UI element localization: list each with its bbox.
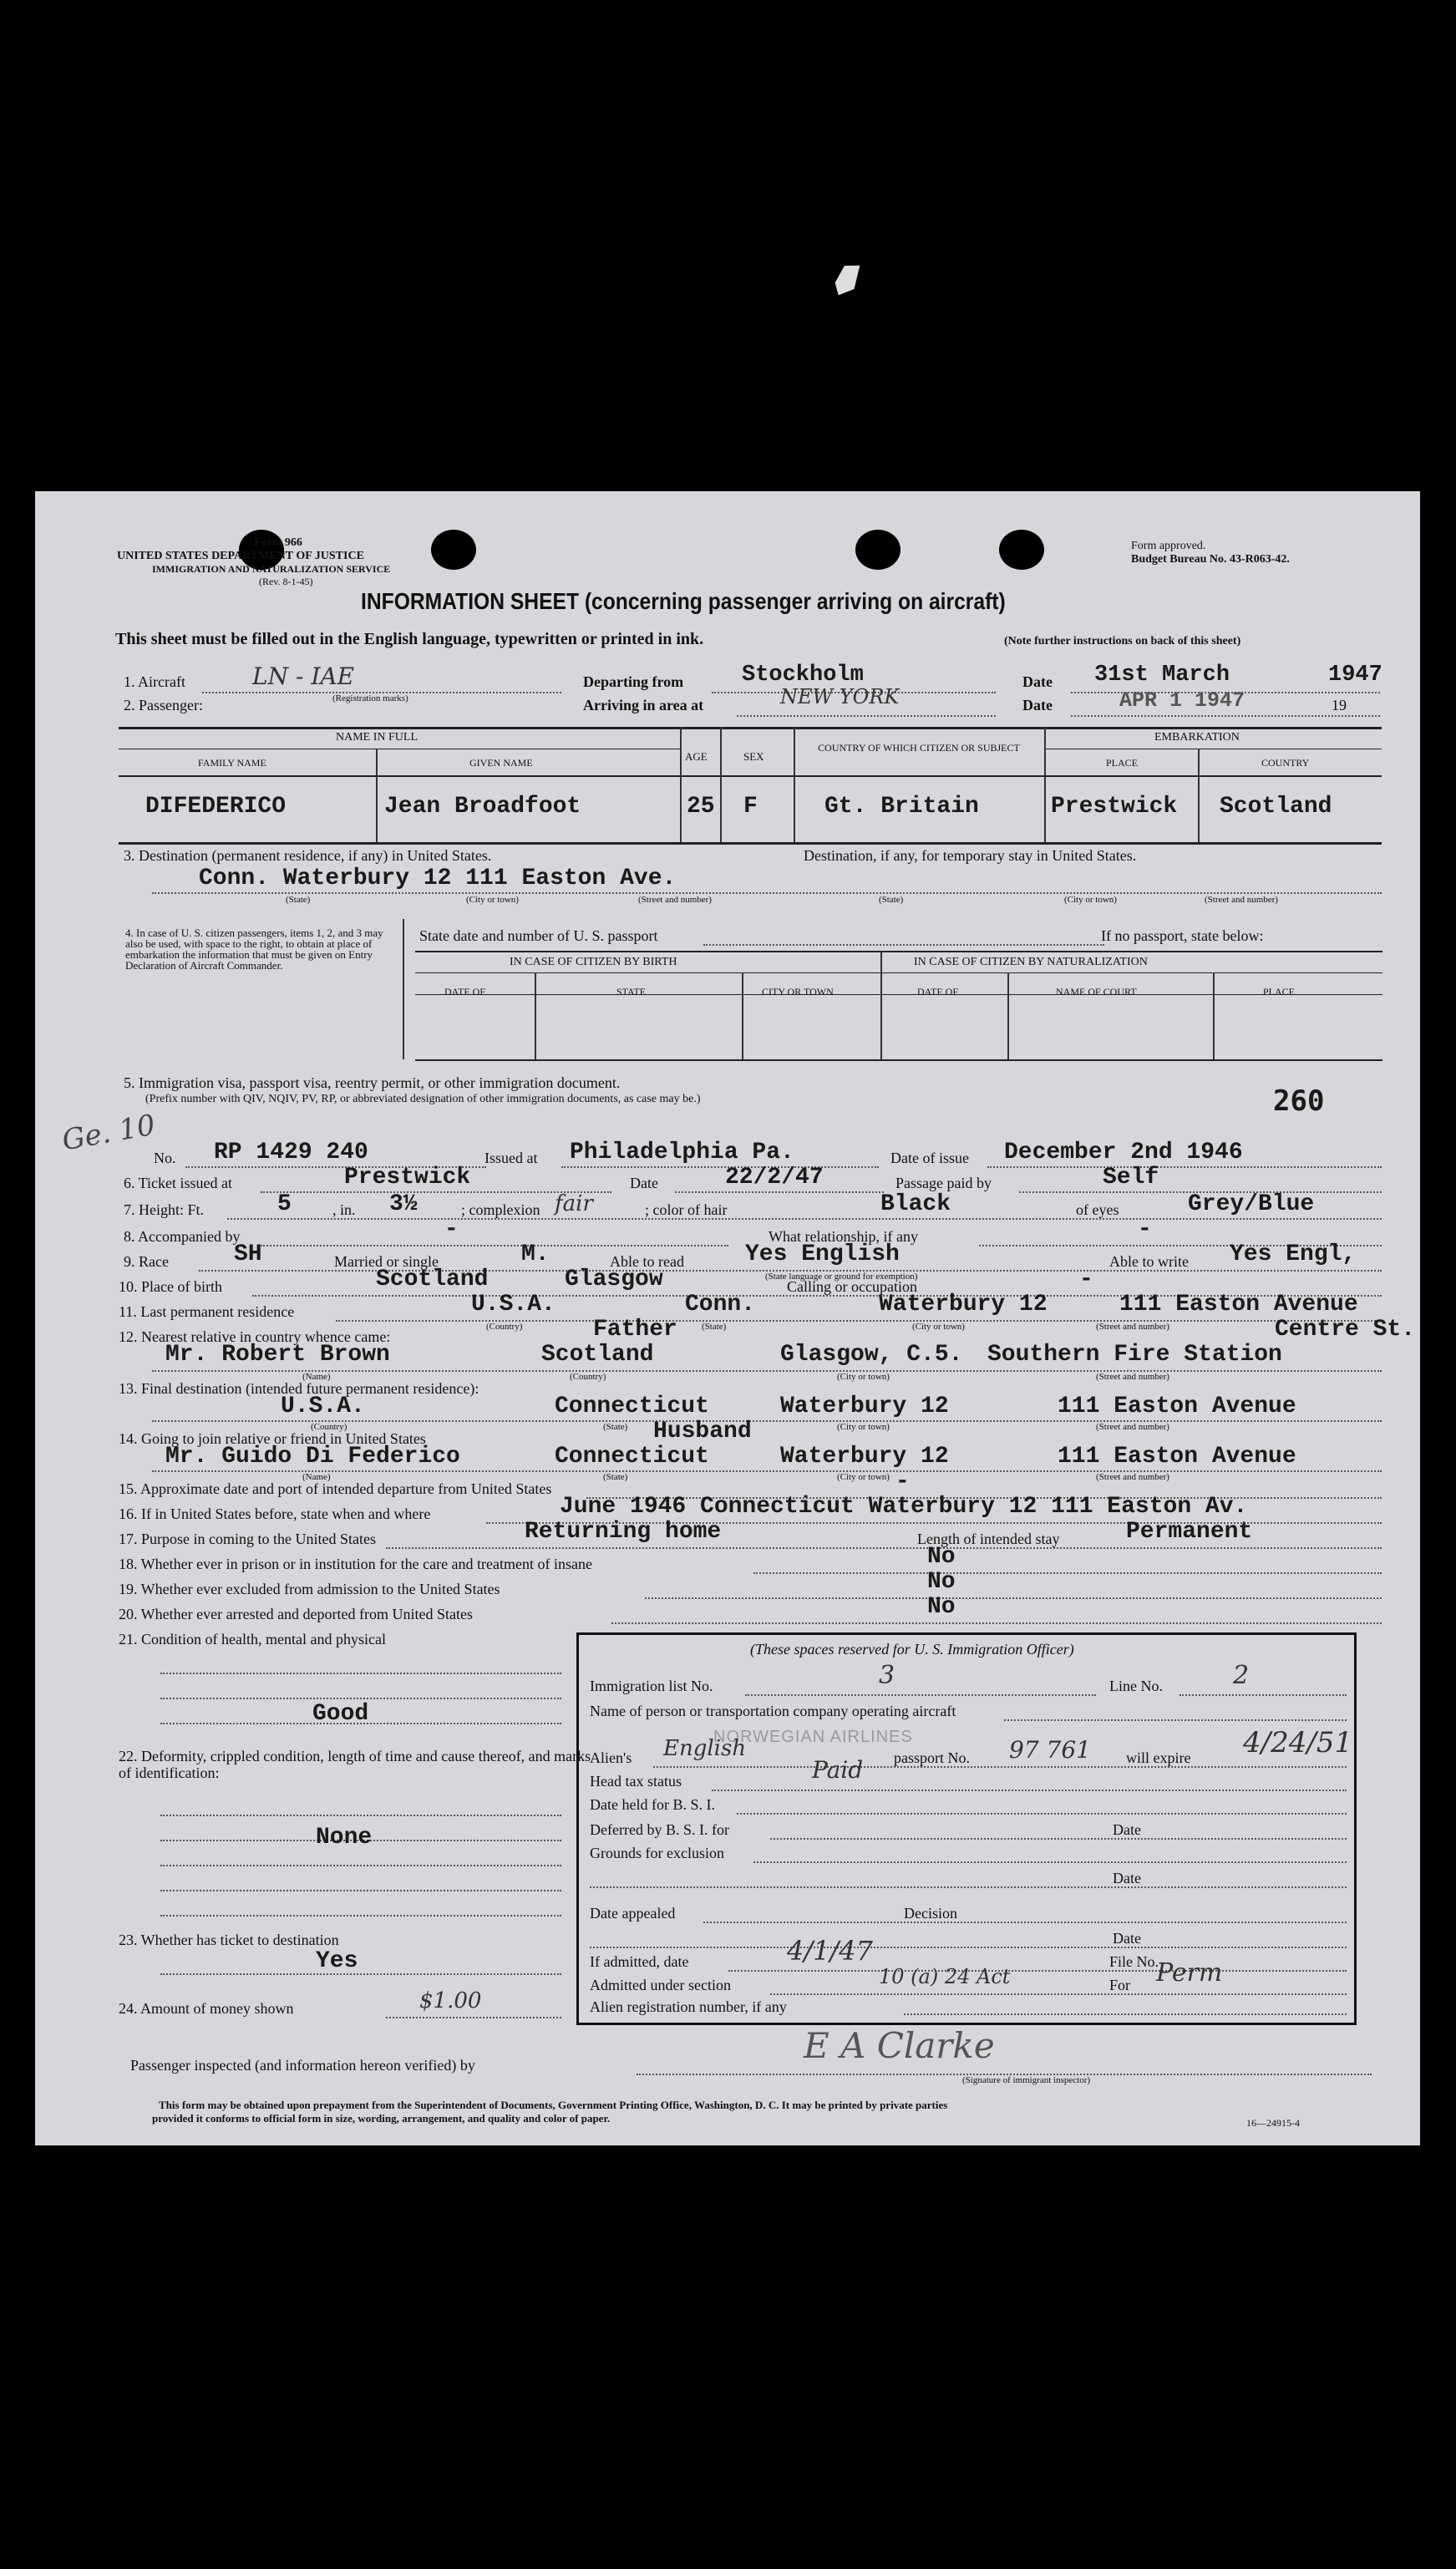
relative-relation: Father	[593, 1317, 677, 1343]
col-place: PLACE	[1263, 986, 1296, 998]
bsi-label: Date held for B. S. I.	[590, 1796, 715, 1813]
back-note: (Note further instructions on back of this sheet)	[1004, 635, 1241, 647]
accompanied-label: 8. Accompanied by	[124, 1228, 241, 1245]
passage-value: Self	[1103, 1165, 1159, 1191]
section-label: Admitted under section	[590, 1977, 731, 1993]
join-line	[152, 1470, 1382, 1472]
grounds-line	[590, 1886, 1347, 1888]
print-note-2: provided it conforms to official form in size, wording, arrangement, and quality and color of paper.	[152, 2112, 611, 2125]
table-bottom-rule	[119, 842, 1382, 845]
visa-label: 5. Immigration visa, passport visa, reentry permit, or other immigration document.	[124, 1074, 621, 1091]
table-divider	[720, 727, 722, 842]
age-header: AGE	[685, 750, 708, 763]
company-line	[1004, 1719, 1347, 1721]
punch-hole	[999, 530, 1044, 570]
relative-country: Scotland	[541, 1342, 654, 1368]
registration-caption: (Registration marks)	[332, 693, 408, 703]
decision-date-label: Date	[1113, 1930, 1141, 1947]
deferred-line	[770, 1838, 1347, 1840]
line-no-line	[1180, 1694, 1347, 1696]
departure-value: -	[895, 1469, 910, 1495]
complexion-label: ; complexion	[461, 1201, 540, 1218]
name-in-full-header: NAME IN FULL	[336, 731, 418, 744]
instructions: This sheet must be filled out in the English language, typewritten or printed in ink.	[115, 630, 704, 648]
arriving-label: Arriving in area at	[583, 697, 704, 713]
page-title: INFORMATION SHEET (concerning passenger arriving on aircraft)	[361, 588, 1006, 614]
visa-number: RP 1429 240	[214, 1140, 368, 1165]
money-value: $1.00	[419, 1988, 482, 2013]
admitted-value: 4/1/47	[787, 1935, 873, 1967]
col-state: STATE	[616, 986, 647, 998]
line-no-value: 2	[1233, 1661, 1250, 1690]
table-divider	[376, 749, 378, 842]
aircraft-label: 1. Aircraft	[124, 673, 185, 690]
birth-label: 10. Place of birth	[119, 1278, 222, 1295]
inspector-signature: E A Clarke	[804, 2025, 995, 2066]
sex-value: F	[743, 794, 758, 820]
before-value: June 1946 Connecticut Waterbury 12 111 Easton Av.	[560, 1494, 1248, 1520]
stay-value: Permanent	[1126, 1519, 1253, 1545]
alien-line	[653, 1766, 1347, 1768]
calling-value: -	[1079, 1267, 1093, 1292]
cap-street-12: (Street and number)	[1096, 1372, 1169, 1382]
citizen-col	[1007, 972, 1009, 1059]
relative-line	[152, 1370, 1382, 1372]
last-res-state: Conn.	[685, 1292, 756, 1318]
deferred-date-label: Date	[1113, 1821, 1141, 1838]
citizen-rule	[415, 972, 1382, 973]
stay-label: Length of intended stay	[917, 1531, 1060, 1547]
for-label: For	[1109, 1977, 1131, 1993]
health-label: 21. Condition of health, mental and physical	[119, 1631, 386, 1648]
height-ft: 5	[277, 1191, 292, 1217]
cap-name-14: (Name)	[302, 1472, 331, 1482]
final-state: Connecticut	[555, 1394, 709, 1419]
cap-country-13: (Country)	[311, 1422, 348, 1432]
read-value: Yes English	[745, 1241, 900, 1267]
alien-passport-label: passport No.	[894, 1749, 970, 1766]
col-date-of-nat: DATE OF	[917, 986, 959, 998]
no-passport-label: If no passport, state below:	[1101, 927, 1264, 944]
health-line	[160, 1723, 561, 1724]
issued-at-value: Philadelphia Pa.	[570, 1140, 794, 1165]
citizenship-value: Gt. Britain	[824, 794, 979, 820]
birth-city: Glasgow	[565, 1267, 663, 1292]
date-of-issue-label: Date of issue	[890, 1150, 969, 1166]
alien-reg-line	[904, 2013, 1347, 2015]
race-value: SH	[234, 1241, 262, 1267]
list-line	[745, 1694, 1096, 1696]
date-line-2	[1071, 715, 1380, 717]
calling-label: Calling or occupation	[787, 1278, 917, 1295]
citizen-divider	[403, 919, 404, 1059]
list-value: 3	[879, 1661, 895, 1690]
department: UNITED STATES DEPARTMENT OF JUSTICE	[117, 550, 364, 562]
join-city: Waterbury 12	[780, 1444, 949, 1470]
birth-country: Scotland	[376, 1267, 489, 1292]
departure-date: 31st March	[1094, 663, 1230, 688]
list-label: Immigration list No.	[590, 1678, 713, 1694]
cap-country-12: (Country)	[570, 1372, 606, 1382]
departing-value: Stockholm	[742, 663, 864, 688]
read-caption: (State language or ground for exemption)	[765, 1272, 918, 1282]
arriving-line	[737, 715, 996, 717]
country-header: COUNTRY	[1261, 757, 1310, 769]
passenger-label: 2. Passenger:	[124, 697, 203, 713]
join-street: 111 Easton Avenue	[1058, 1444, 1296, 1470]
arrival-year: 19	[1332, 697, 1347, 713]
ticket-dest-label: 23. Whether has ticket to destination	[119, 1932, 339, 1948]
accompanied-line	[261, 1245, 728, 1246]
signature-caption: (Signature of immigrant inspector)	[962, 2075, 1091, 2085]
citizen-rule	[415, 951, 1382, 952]
issued-at-label: Issued at	[484, 1150, 538, 1166]
last-residence-label: 11. Last permanent residence	[119, 1303, 295, 1320]
height-in-label: , in.	[332, 1201, 356, 1218]
decision-label: Decision	[904, 1905, 957, 1922]
section-line	[770, 1993, 1347, 1995]
join-state: Connecticut	[555, 1444, 709, 1470]
excluded-value: No	[927, 1569, 956, 1595]
punch-hole	[431, 530, 476, 570]
deported-label: 20. Whether ever arrested and deported from United States	[119, 1606, 474, 1622]
table-divider	[794, 727, 795, 842]
budget-bureau: Budget Bureau No. 43-R063-42.	[1131, 553, 1290, 566]
for-value: Perm	[1156, 1958, 1223, 1988]
grounds-date-label: Date	[1113, 1870, 1141, 1886]
health-line	[160, 1673, 561, 1674]
cap-city-12: (City or town)	[837, 1372, 890, 1382]
deferred-label: Deferred by B. S. I. for	[590, 1821, 729, 1838]
cap-street: (Street and number)	[1096, 1322, 1169, 1332]
expire-label: will expire	[1126, 1749, 1191, 1766]
cap-state: (State)	[702, 1322, 727, 1332]
alien-passport-value: 97 761	[1009, 1736, 1091, 1764]
col-city: CITY OR TOWN	[762, 986, 834, 998]
citizen-rule	[415, 994, 1382, 995]
temp-destination-label: Destination, if any, for temporary stay in United States.	[804, 847, 1137, 864]
age-value: 25	[687, 794, 715, 820]
prison-line	[753, 1572, 1382, 1574]
given-name: Jean Broadfoot	[384, 794, 581, 820]
col-date-of: DATE OF	[444, 986, 486, 998]
deformity-line	[160, 1915, 561, 1917]
relationship-label: What relationship, if any	[769, 1228, 918, 1245]
date-label-1: Date	[1022, 673, 1053, 690]
admitted-line	[728, 1970, 1347, 1972]
date-of-issue-line	[987, 1166, 1382, 1168]
purpose-label: 17. Purpose in coming to the United States	[119, 1531, 376, 1547]
headtax-line	[712, 1790, 1347, 1791]
cap-street-13: (Street and number)	[1096, 1422, 1169, 1432]
prison-label: 18. Whether ever in prison or in institution for the care and treatment of insane	[119, 1556, 592, 1572]
officer-heading: (These spaces reserved for U. S. Immigration Officer)	[750, 1641, 1074, 1658]
by-birth-header: IN CASE OF CITIZEN BY BIRTH	[510, 956, 677, 968]
relative-city: Glasgow, C.5.	[780, 1342, 963, 1368]
deported-line	[611, 1622, 1382, 1624]
height-label: 7. Height: Ft.	[124, 1201, 205, 1218]
hair-value: Black	[880, 1191, 951, 1217]
bsi-line	[737, 1813, 1347, 1815]
arriving-value: NEW YORK	[780, 685, 900, 708]
last-res-country: U.S.A.	[471, 1292, 556, 1318]
paper-fragment	[827, 259, 869, 297]
ticket-value: Prestwick	[344, 1165, 471, 1191]
relative-street2: Centre St.	[1275, 1317, 1416, 1343]
family-name: DIFEDERICO	[145, 794, 287, 820]
ticket-dest-line	[160, 1973, 561, 1975]
married-value: M.	[521, 1241, 550, 1267]
height-in: 3½	[389, 1191, 418, 1217]
relative-street: Southern Fire Station	[987, 1342, 1282, 1368]
final-dest-label: 13. Final destination (intended future permanent residence):	[119, 1380, 479, 1397]
destination-line	[152, 892, 1382, 894]
table-divider	[1044, 727, 1046, 842]
departure-label: 15. Approximate date and port of intended departure from United States	[119, 1480, 552, 1497]
service: IMMIGRATION AND NATURALIZATION SERVICE	[152, 563, 391, 575]
information-sheet	[35, 491, 1420, 2145]
cap-street-14: (Street and number)	[1096, 1472, 1169, 1482]
departure-year: 1947	[1328, 663, 1382, 688]
date-of-issue-value: December 2nd 1946	[1004, 1140, 1243, 1165]
company-label: Name of person or transportation company operating aircraft	[590, 1703, 956, 1719]
visa-no-label: No.	[154, 1150, 176, 1166]
date-label-2: Date	[1022, 697, 1053, 713]
citizen-col	[880, 951, 882, 1059]
citizen-rule	[415, 1059, 1382, 1061]
cap-state-13: (State)	[603, 1422, 628, 1432]
ticket-dest-value: Yes	[316, 1948, 358, 1974]
expire-value: 4/24/51	[1243, 1726, 1353, 1759]
embarkation-header: EMBARKATION	[1154, 731, 1240, 744]
cap-city: (City or town)	[912, 1322, 965, 1332]
cap-city-13: (City or town)	[837, 1422, 890, 1432]
appealed-label: Date appealed	[590, 1905, 676, 1922]
line-no-label: Line No.	[1109, 1678, 1163, 1694]
section-value: 10 (a) 24 Act	[879, 1965, 1011, 1988]
place-header: PLACE	[1106, 757, 1139, 769]
relative-label: 12. Nearest relative in country whence came:	[119, 1328, 391, 1345]
race-label: 9. Race	[124, 1253, 169, 1270]
deformity-value: None	[316, 1825, 373, 1851]
citizen-col	[535, 972, 536, 1059]
sex-header: SEX	[743, 750, 764, 763]
print-note-1: This form may be obtained upon prepayment from the Superintendent of Documents, Government Printing Office, Washington, D. C. It may be printed by private parties	[159, 2099, 948, 2111]
alien-label: Alien's	[590, 1749, 632, 1766]
alien-reg-label: Alien registration number, if any	[590, 1998, 787, 2015]
table-top-rule	[119, 727, 1382, 729]
deformity-label: 22. Deformity, crippled condition, length of time and cause thereof, and marks of identification:	[119, 1748, 591, 1781]
eyes-label: of eyes	[1076, 1201, 1119, 1218]
cap-country: (Country)	[486, 1322, 523, 1332]
table-head-bottom	[119, 775, 1382, 777]
country-citizen-header: COUNTRY OF WHICH CITIZEN OR SUBJECT	[818, 742, 1020, 754]
embark-place: Prestwick	[1051, 794, 1178, 820]
last-res-street: 111 Easton Avenue	[1119, 1292, 1358, 1318]
deformity-line	[160, 1865, 561, 1866]
money-line	[386, 2017, 561, 2018]
caption-state-temp: (State)	[879, 895, 904, 905]
health-value: Good	[312, 1701, 369, 1727]
write-value: Yes Engl,	[1230, 1241, 1357, 1267]
eyes-value: Grey/Blue	[1188, 1191, 1315, 1217]
approval: Form approved.	[1131, 540, 1206, 552]
destination-value: Conn. Waterbury 12 111 Easton Ave.	[199, 866, 677, 891]
purpose-value: Returning home	[525, 1519, 722, 1545]
caption-city-temp: (City or town)	[1064, 895, 1117, 905]
passport-label: State date and number of U. S. passport	[419, 927, 658, 944]
join-name: Mr. Guido Di Federico	[165, 1444, 460, 1470]
company-stamp: NORWEGIAN AIRLINES	[713, 1728, 913, 1746]
cap-name: (Name)	[302, 1372, 331, 1382]
join-relation: Husband	[653, 1419, 752, 1444]
relative-name: Mr. Robert Brown	[165, 1342, 390, 1368]
departing-label: Departing from	[583, 673, 684, 690]
passage-label: Passage paid by	[895, 1175, 992, 1191]
appealed-line	[703, 1922, 1347, 1923]
revision: (Rev. 8-1-45)	[259, 576, 313, 587]
arrival-date-stamp: APR 1 1947	[1119, 688, 1245, 713]
issued-at-line	[561, 1166, 879, 1168]
deformity-line	[160, 1890, 561, 1891]
grounds-line	[753, 1861, 1347, 1863]
alien-value: English	[663, 1736, 747, 1761]
file-label: File No.	[1109, 1953, 1159, 1970]
citizen-col	[1213, 972, 1215, 1059]
deformity-line	[160, 1815, 561, 1816]
table-divider	[1198, 749, 1200, 842]
cap-city-14: (City or town)	[837, 1472, 890, 1482]
complexion-value: fair	[555, 1191, 593, 1216]
embark-country: Scotland	[1220, 794, 1332, 820]
final-country: U.S.A.	[281, 1394, 365, 1419]
ticket-date-line	[675, 1191, 884, 1193]
table-divider	[680, 727, 682, 842]
gpo-code: 16—24915-4	[1246, 2117, 1300, 2129]
last-res-city: Waterbury 12	[879, 1292, 1048, 1318]
col-court: NAME OF COURT	[1056, 986, 1137, 998]
cap-state-14: (State)	[603, 1472, 628, 1482]
grounds-label: Grounds for exclusion	[590, 1845, 724, 1861]
money-label: 24. Amount of money shown	[119, 2000, 294, 2017]
by-nat-header: IN CASE OF CITIZEN BY NATURALIZATION	[914, 956, 1148, 968]
caption-street-temp: (Street and number)	[1205, 895, 1278, 905]
headtax-value: Paid	[812, 1756, 864, 1784]
margin-note: Ge. 10	[59, 1108, 158, 1158]
health-line	[160, 1698, 561, 1699]
ticket-label: 6. Ticket issued at	[124, 1175, 233, 1191]
final-city: Waterbury 12	[780, 1394, 949, 1419]
inspected-label: Passenger inspected (and information hereon verified) by	[130, 2057, 475, 2074]
relationship-value: -	[1138, 1216, 1152, 1242]
height-line	[227, 1218, 1382, 1220]
stamp-number: 260	[1273, 1084, 1325, 1118]
punch-hole	[855, 530, 900, 570]
excluded-line	[645, 1597, 1382, 1599]
before-label: 16. If in United States before, state when and where	[119, 1505, 431, 1522]
passport-line	[703, 944, 1104, 946]
citizen-col	[742, 972, 743, 1059]
accompanied-value: -	[444, 1216, 459, 1242]
deported-value: No	[927, 1594, 956, 1620]
given-name-header: GIVEN NAME	[469, 757, 533, 769]
caption-city: (City or town)	[466, 895, 519, 905]
destination-label: 3. Destination (permanent residence, if any) in United States.	[124, 847, 492, 864]
read-label: Able to read	[610, 1253, 684, 1270]
final-street: 111 Easton Avenue	[1058, 1394, 1296, 1419]
form-number: Form 966	[254, 536, 302, 549]
aircraft-value: LN - IAE	[252, 663, 355, 690]
caption-state: (State)	[286, 895, 311, 905]
citizen-note: 4. In case of U. S. citizen passengers, items 1, 2, and 3 may also be used, with space to the right, to obtain at place of embarkation the information that must be given on Entry Declaration of Aircraft Commander.	[125, 927, 383, 972]
admitted-label: If admitted, date	[590, 1953, 689, 1970]
ticket-date: 22/2/47	[725, 1165, 824, 1191]
ticket-date-label: Date	[630, 1175, 658, 1191]
purpose-line	[386, 1547, 1382, 1549]
write-label: Able to write	[1109, 1253, 1189, 1270]
caption-street: (Street and number)	[638, 895, 712, 905]
visa-sublabel: (Prefix number with QIV, NQIV, PV, RP, or abbreviated designation of other immigration documents, as case may be.)	[145, 1093, 701, 1105]
hair-label: ; color of hair	[645, 1201, 728, 1218]
headtax-label: Head tax status	[590, 1773, 682, 1790]
prison-value: No	[927, 1544, 956, 1570]
join-label: 14. Going to join relative or friend in United States	[119, 1430, 426, 1447]
married-label: Married or single	[334, 1253, 439, 1270]
decision-line	[590, 1947, 1347, 1948]
family-name-header: FAMILY NAME	[198, 757, 266, 769]
excluded-label: 19. Whether ever excluded from admission to the United States	[119, 1581, 500, 1597]
